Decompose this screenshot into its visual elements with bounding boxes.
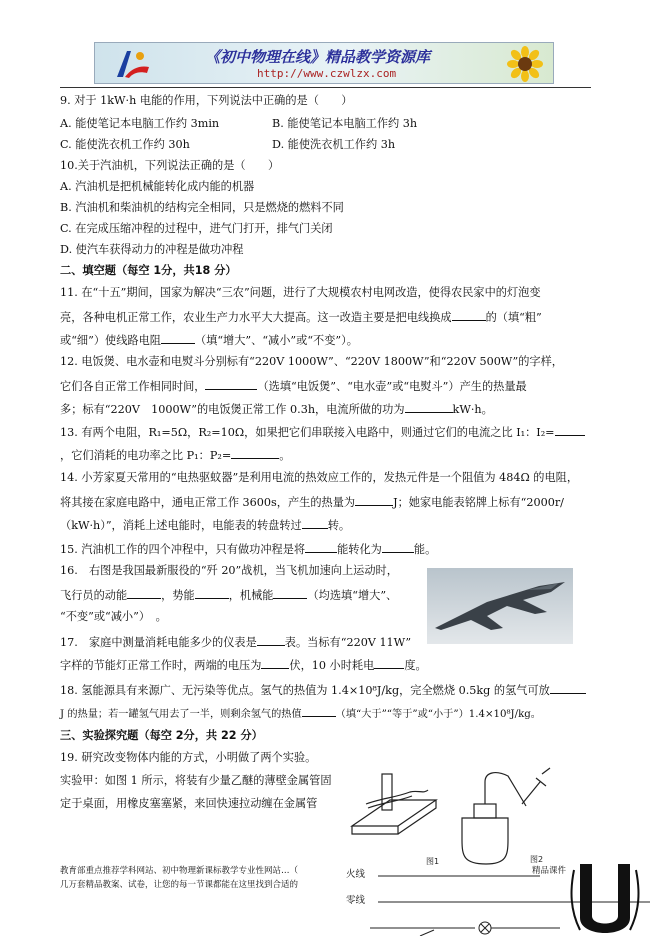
answer-blank[interactable] <box>355 494 393 506</box>
answer-blank[interactable] <box>305 541 337 553</box>
banner-title: 《初中物理在线》精品教学资源库 <box>205 48 431 66</box>
answer-blank[interactable] <box>205 378 257 390</box>
q19-line3: 定于桌面，用橡皮塞塞紧，来回快速拉动缠在金属管 <box>60 797 318 810</box>
decorative-logo-icon <box>570 860 640 936</box>
section-heading-fill-in: 二、填空题（每空 1分，共18 分） <box>60 264 237 277</box>
q17-line1: 17. 家庭中测量消耗电能多少的仪表是 表。当标有“220V 11W” <box>60 636 412 649</box>
answer-blank[interactable] <box>452 309 486 321</box>
answer-blank[interactable] <box>161 332 195 344</box>
q10-option-c: C. 在完成压缩冲程的过程中，进气门打开，排气门关闭 <box>60 222 333 235</box>
q18-line1: 18. 氢能源具有来源广、无污染等优点。氢气的热值为 1.4×10⁸J/kg，完全燃烧 0.5kg 的氢气可放 <box>60 682 586 698</box>
q10-option-b: B. 汽油机和柴油机的结构完全相同，只是燃烧的燃料不同 <box>60 201 344 214</box>
j20-fighter-photo <box>427 568 573 644</box>
q9-option-c: C. 能使洗衣机工作约 30h <box>60 138 190 151</box>
answer-blank[interactable] <box>257 634 285 646</box>
q11-line2: 亮，各种电机正常工作，农业生产力水平大大提高。这一改造主要是把电线换成 的（填“粗” <box>60 311 542 324</box>
answer-blank[interactable] <box>195 587 229 599</box>
q10-option-a: A. 汽油机是把机械能转化成内能的机器 <box>60 180 255 193</box>
answer-blank[interactable] <box>405 401 453 413</box>
q17-line2: 字样的节能灯正常工作时，两端的电压为 伏，10 小时耗电 度。 <box>60 659 427 672</box>
q15-line: 15. 汽油机工作的四个冲程中，只有做功冲程是将 能转化为 能。 <box>60 543 437 556</box>
q11-line1: 11. 在“十五”期间，国家为解决“三农”问题，进行了大规模农村电网改造，使得农民家中的灯泡变 <box>60 286 541 299</box>
figure2-caption: 图2 <box>530 855 544 864</box>
q16-line3: “不变”或“减小”） 。 <box>60 610 167 623</box>
live-wire-label: 火线 <box>346 869 366 880</box>
header-banner <box>94 42 554 84</box>
q14-line2: 将其接在家庭电路中，通电正常工作 3600s，产生的热量为 J；她家电能表铭牌上标有“2000r/ <box>60 496 564 509</box>
q13-line1: 13. 有两个电阻，R₁=5Ω，R₂=10Ω，如果把它们串联接入电路中，则通过它们的电流之比 I₁：I₂= <box>60 424 585 440</box>
q12-line1: 12. 电饭煲、电水壶和电熨斗分别标有“220V 1000W”、“220V 1800W”和“220V 500W”的字样， <box>60 355 563 368</box>
q18-line2: J 的热量；若一罐氢气用去了一半，则剩余氢气的热值 （填“大于”“等于”或“小于”）1.4×10⁸J/kg。 <box>60 705 541 722</box>
q12-line2: 它们各自正常工作相同时间， （选填“电饭煲”、“电水壶”或“电熨斗”）产生的热量最 <box>60 380 527 393</box>
q19-line1: 19. 研究改变物体内能的方式，小明做了两个实验。 <box>60 751 317 764</box>
answer-blank[interactable] <box>261 657 289 669</box>
footer-line1: 教育部重点推荐学科网站、初中物理新课标教学专业性网站…（ <box>60 866 299 876</box>
answer-blank[interactable] <box>231 447 279 459</box>
q14-line3: （kW·h）”，消耗上述电能时，电能表的转盘转过 转。 <box>60 519 351 532</box>
answer-blank[interactable] <box>302 705 336 717</box>
q9-stem: 9. 对于 1kW·h 电能的作用，下列说法中正确的是（ ） <box>60 94 353 107</box>
figure1-caption: 图1 <box>426 857 440 866</box>
q10-stem: 10.关于汽油机，下列说法正确的是（ ） <box>60 159 280 172</box>
answer-blank[interactable] <box>127 587 161 599</box>
q9-option-d: D. 能使洗衣机工作约 3h <box>272 138 396 151</box>
answer-blank[interactable] <box>382 541 414 553</box>
section-heading-experiment: 三、实验探究题（每空 2分，共 22 分） <box>60 729 263 742</box>
answer-blank[interactable] <box>374 657 404 669</box>
q14-line1: 14. 小芳家夏天常用的“电热驱蚊器”是利用电流的热效应工作的，发热元件是一个阻值为 484Ω 的电阻， <box>60 471 579 484</box>
sunflower-icon <box>507 46 543 82</box>
q11-line3: 或“细”）使线路电阻 （填“增大”、“减小”或“不变”）。 <box>60 334 358 347</box>
answer-blank[interactable] <box>273 587 307 599</box>
q9-option-b: B. 能使笔记本电脑工作约 3h <box>272 117 418 130</box>
header-rule <box>60 87 591 88</box>
q16-line2: 飞行员的动能 ，势能 ，机械能 （均选填“增大”、 <box>60 589 398 602</box>
answer-blank[interactable] <box>302 517 328 529</box>
q16-line1: 16. 右图是我国最新服役的“歼 20”战机，当飞机加速向上运动时， <box>60 564 398 577</box>
footer-line1-right: 精品课件 <box>532 866 567 876</box>
neutral-wire-label: 零线 <box>346 895 366 906</box>
footer-line2: 几万套精品教案、试卷，让您的每一节课都能在这里找到合适的 <box>60 880 299 890</box>
q10-option-d: D. 使汽车获得动力的冲程是做功冲程 <box>60 243 244 256</box>
q9-option-a: A. 能使笔记本电脑工作约 3min <box>60 117 220 130</box>
q12-line3: 多；标有“220V 1000W”的电饭煲正常工作 0.3h，电流所做的功为 kW·h。 <box>60 403 493 416</box>
logo-icon <box>113 47 153 81</box>
answer-blank[interactable] <box>555 424 585 436</box>
q13-line2: ，它们消耗的电功率之比 P₁：P₂= 。 <box>60 449 291 462</box>
banner-url[interactable]: http://www.czwlzx.com <box>257 67 397 80</box>
answer-blank[interactable] <box>550 682 586 694</box>
figure1-diagram <box>352 774 436 834</box>
figure2-diagram <box>462 768 550 864</box>
q19-line2: 实验甲：如图 1 所示，将装有少量乙醚的薄壁金属管固 <box>60 774 332 787</box>
